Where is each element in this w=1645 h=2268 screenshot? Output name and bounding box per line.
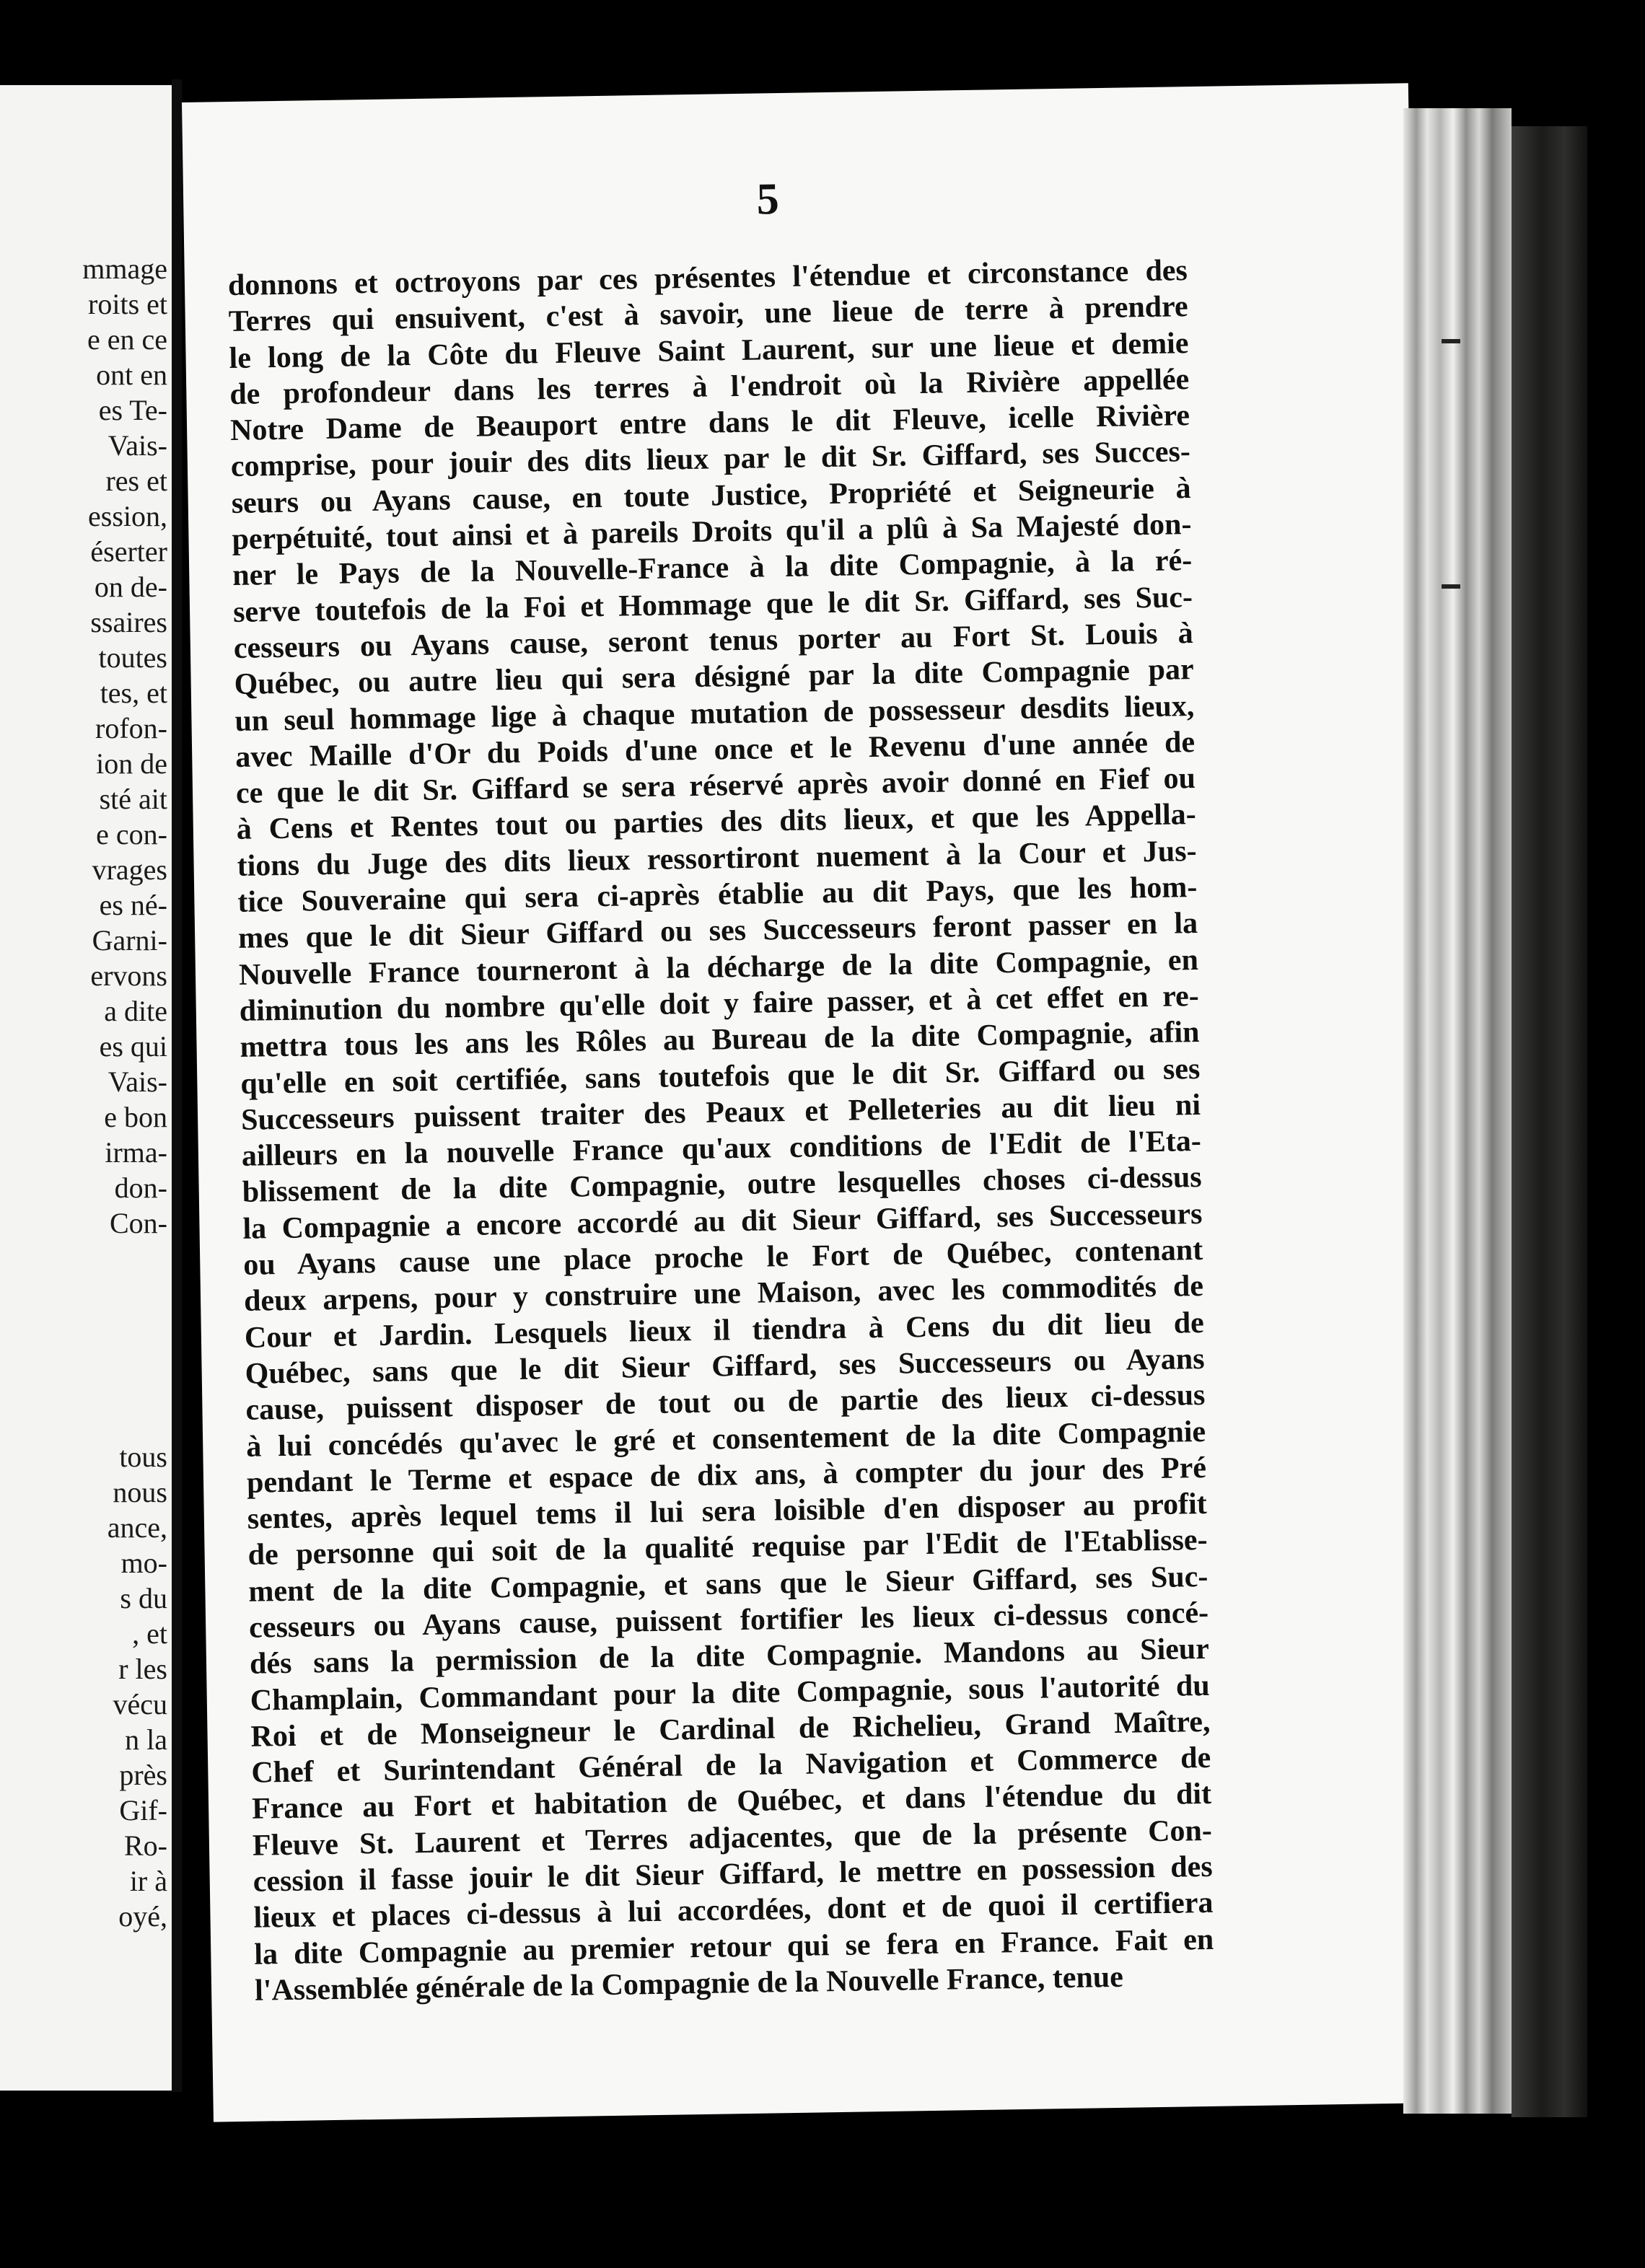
text-line: dés sans la permission de la dite Compagnie. Mandons au Sieur <box>249 1632 1210 1682</box>
text-line: donnons et octroyons par ces présentes l'étendue et circonstance des <box>227 254 1188 303</box>
text-line: seurs ou Ayans cause, en toute Justice, Propriété et Seigneurie à <box>231 471 1191 520</box>
facing-text-line: mmage <box>82 252 167 285</box>
text-line: perpétuité, tout ainsi et à pareils Droits qu'il a plû à Sa Majesté don- <box>232 508 1192 557</box>
facing-text-line: Con- <box>110 1207 167 1239</box>
facing-text-gap <box>0 1241 167 1439</box>
facing-text-line: e con- <box>96 818 167 850</box>
facing-page-text <box>0 251 167 1934</box>
edge-mark <box>1442 584 1460 589</box>
edge-mark <box>1442 339 1460 343</box>
text-line: à lui concédés qu'avec le gré et consentement de la dite Compagnie <box>245 1415 1206 1464</box>
facing-text-line: s du <box>120 1582 167 1614</box>
facing-text-line: es qui <box>99 1030 167 1063</box>
text-line: ner le Pays de la Nouvelle-France à la dite Compagnie, à la ré- <box>232 544 1193 593</box>
facing-text-line: près <box>119 1759 167 1791</box>
text-line: de personne qui soit de la qualité requise par l'Edit de l'Etablisse- <box>247 1524 1208 1573</box>
facing-text-line: Gif- <box>119 1794 167 1827</box>
facing-text-line: sté ait <box>99 783 167 815</box>
facing-text-line: mo- <box>120 1547 167 1579</box>
text-line: Chef et Surintendant Général de la Navigation et Commerce de <box>251 1741 1211 1790</box>
facing-text-line: vécu <box>113 1688 167 1720</box>
text-line: à Cens et Rentes tout ou parties des dits lieux, et que les Appella- <box>236 798 1197 847</box>
text-line: blissement de la dite Compagnie, outre lesquelles choses ci-dessus <box>242 1161 1202 1210</box>
facing-text-line: r les <box>118 1653 167 1685</box>
text-line: de profondeur dans les terres à l'endroit où la Rivière appellée <box>229 363 1190 411</box>
facing-text-line: éserter <box>90 535 167 568</box>
text-line: un seul hommage lige à chaque mutation de possesseur desdits lieux, <box>234 689 1195 738</box>
text-line: la Compagnie a encore accordé au dit Sieur Giffard, ses Successeurs <box>242 1197 1203 1246</box>
facing-text-line: es Te- <box>98 394 167 426</box>
text-line: mettra tous les ans les Rôles au Bureau de la dite Compagnie, afin <box>240 1016 1200 1065</box>
text-line: la dite Compagnie au premier retour qui se fera en France. Fait en <box>253 1922 1214 1972</box>
facing-text-line: on de- <box>94 571 167 603</box>
facing-text-line: Vais- <box>108 1065 167 1098</box>
text-line: ailleurs en la nouvelle France qu'aux conditions de l'Edit de l'Eta- <box>241 1125 1202 1173</box>
text-line: tions du Juge des dits lieux ressortiront nuement à la Cour et Jus- <box>237 834 1197 883</box>
text-line: comprise, pour jouir des dits lieux par le dit Sr. Giffard, ses Succes- <box>230 435 1191 484</box>
facing-text-line: ervons <box>90 959 167 992</box>
facing-text-line: Garni- <box>92 924 167 957</box>
facing-text-line: ance, <box>107 1511 167 1544</box>
facing-text-line: irma- <box>105 1136 167 1169</box>
text-line: Terres qui ensuivent, c'est à savoir, une lieue de terre à prendre <box>228 290 1188 339</box>
text-line: Québec, ou autre lieu qui sera désigné par la dite Compagnie par <box>234 653 1194 702</box>
page-stack-edge <box>1403 108 1512 2114</box>
text-line: lieux et places ci-dessus à lui accordées, dont et de quoi il certifiera <box>253 1886 1214 1935</box>
text-line: cesseurs ou Ayans cause, puissent fortifier les lieux ci-dessus concé- <box>248 1596 1209 1645</box>
text-line: qu'elle en soit certifiée, sans toutefois que le dit Sr. Giffard ou ses <box>240 1052 1201 1101</box>
facing-text-line: a dite <box>104 995 167 1027</box>
page-number: 5 <box>756 175 780 224</box>
text-line: Nouvelle France tourneront à la décharge de la dite Compagnie, en <box>238 943 1199 992</box>
text-line: Cour et Jardin. Lesquels lieux il tiendra à Cens du dit lieu de <box>244 1306 1205 1355</box>
book-cover-edge <box>1512 126 1587 2117</box>
facing-text-line: nous <box>113 1476 167 1508</box>
book-gutter <box>172 79 182 2092</box>
text-line: mes que le dit Sieur Giffard ou ses Successeurs feront passer en la <box>237 907 1198 956</box>
facing-text-line: tes, et <box>100 677 167 709</box>
text-line: cause, puissent disposer de tout ou de partie des lieux ci-dessus <box>245 1379 1206 1428</box>
text-line: Successeurs puissent traiter des Peaux et Pelleteries au dit lieu ni <box>240 1088 1201 1137</box>
text-line: tice Souveraine qui sera ci-après établie au dit Pays, que les hom- <box>237 871 1198 919</box>
facing-text-line: roits et <box>88 288 167 320</box>
facing-text-line: ssaires <box>90 606 167 638</box>
text-line: Québec, sans que le dit Sieur Giffard, ses Successeurs ou Ayans <box>245 1342 1205 1391</box>
facing-text-line: e bon <box>104 1101 167 1133</box>
text-line: pendant le Terme et espace de dix ans, à compter du jour des Pré <box>246 1451 1207 1500</box>
text-line: avec Maille d'Or du Poids d'une once et le Revenu d'une année de <box>234 725 1196 774</box>
facing-text-line: Vais- <box>108 429 167 462</box>
facing-text-line: ession, <box>88 500 167 532</box>
facing-text-line: ont en <box>96 359 167 391</box>
text-line: France au Fort et habitation de Québec, et dans l'étendue du dit <box>251 1777 1212 1827</box>
text-line: le long de la Côte du Fleuve Saint Laurent, sur une lieue et demie <box>229 326 1189 375</box>
facing-text-line: Ro- <box>124 1829 167 1862</box>
facing-text-line: ion de <box>96 747 167 780</box>
facing-text-line: toutes <box>98 641 167 674</box>
facing-text-line: don- <box>114 1172 167 1204</box>
text-line: cession il fasse jouir le dit Sieur Giffard, le mettre en possession des <box>253 1850 1213 1899</box>
facing-text-line: n la <box>125 1723 167 1756</box>
text-line: Notre Dame de Beauport entre dans le dit Fleuve, icelle Rivière <box>229 399 1190 448</box>
facing-text-line: e en ce <box>87 323 167 356</box>
text-line: l'Assemblée générale de la Compagnie de la Nouvelle France, tenue <box>254 1960 1124 2008</box>
text-line: deux arpens, pour y construire une Maison, avec les commodités de <box>243 1270 1204 1319</box>
facing-text-line: , et <box>132 1617 167 1650</box>
text-line: serve toutefois de la Foi et Hommage que le dit Sr. Giffard, ses Suc- <box>232 580 1193 629</box>
facing-page-left <box>0 85 174 2091</box>
text-line: Roi et de Monseigneur le Cardinal de Richelieu, Grand Maître, <box>250 1705 1211 1754</box>
body-text <box>228 252 1215 2009</box>
text-line: Fleuve St. Laurent et Terres adjacentes, que de la présente Con- <box>252 1814 1213 1863</box>
facing-text-line: ir à <box>129 1865 167 1897</box>
facing-text-line: oyé, <box>118 1900 167 1933</box>
text-line: ment de la dite Compagnie, et sans que le Sieur Giffard, ses Suc- <box>248 1560 1208 1609</box>
text-line: sentes, après lequel tems il lui sera loisible d'en disposer au profit <box>247 1487 1208 1536</box>
text-line: diminution du nombre qu'elle doit y faire passer, et à cet effet en re- <box>239 979 1199 1028</box>
facing-text-line: vrages <box>92 853 167 886</box>
facing-text-line: tous <box>119 1441 167 1473</box>
document-page <box>182 83 1440 2122</box>
facing-text-line: es né- <box>99 889 167 921</box>
text-line: Champlain, Commandant pour la dite Compagnie, sous l'autorité du <box>250 1669 1211 1718</box>
text-line: cesseurs ou Ayans cause, seront tenus porter au Fort St. Louis à <box>233 617 1194 665</box>
facing-text-line: res et <box>105 465 167 497</box>
facing-text-line: rofon- <box>95 712 167 744</box>
text-line: ce que le dit Sr. Giffard se sera réservé après avoir donné en Fief ou <box>235 762 1196 811</box>
text-line: ou Ayans cause une place proche le Fort de Québec, contenant <box>242 1233 1203 1282</box>
